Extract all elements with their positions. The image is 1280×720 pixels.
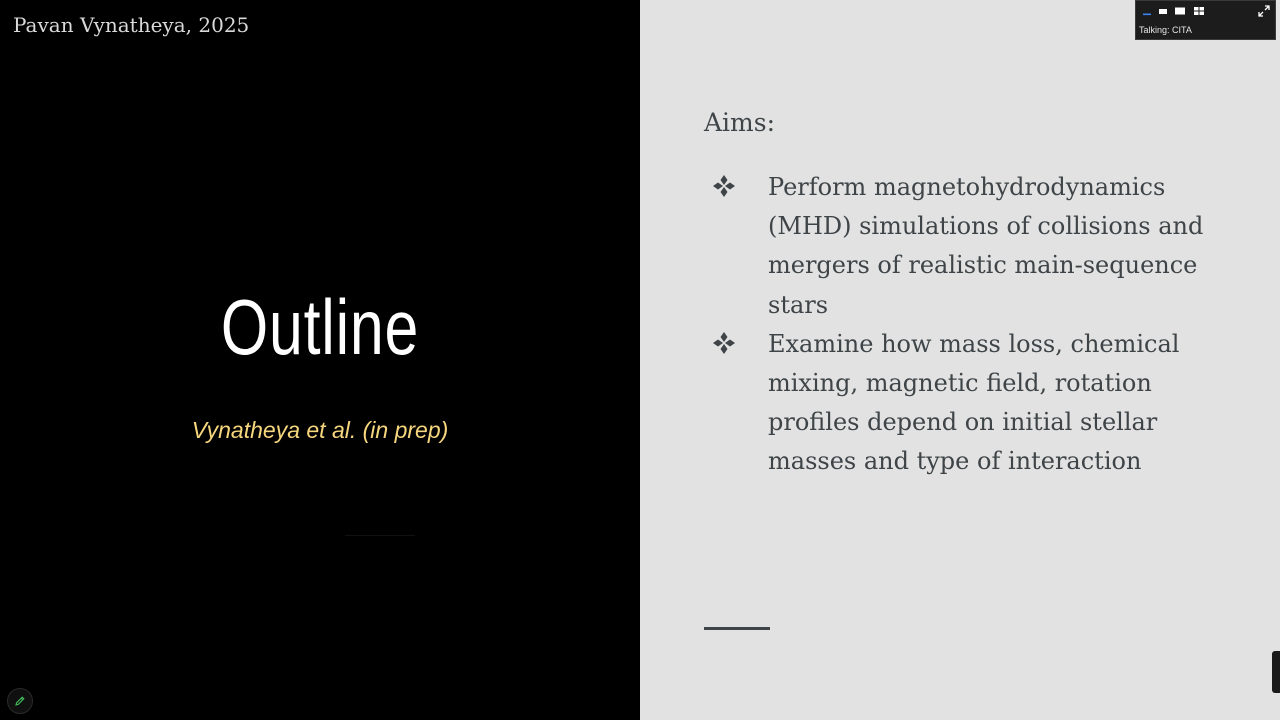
aims-item-line: (MHD) simulations of collisions and: [768, 212, 1204, 241]
small-view-button[interactable]: [1156, 4, 1170, 18]
annotate-button[interactable]: [7, 688, 33, 714]
slide-subtitle: Vynatheya et al. (in prep): [191, 417, 449, 443]
four-diamond-bullet-icon: [712, 331, 736, 355]
aims-list: [704, 168, 1224, 482]
slide-footer-rule: [704, 627, 770, 630]
large-view-button[interactable]: [1172, 4, 1188, 18]
aims-item: [704, 168, 1224, 325]
large-view-icon: [1174, 6, 1186, 16]
aims-item-line: Examine how mass loss, chemical: [768, 329, 1180, 358]
aims-item-line: mergers of realistic main-sequence: [768, 251, 1198, 280]
author-credit: Pavan Vynatheya, 2025: [13, 13, 250, 37]
fullscreen-icon: [1258, 5, 1270, 17]
grid-view-button[interactable]: [1191, 4, 1207, 18]
slide-title: Outline: [220, 283, 420, 371]
minimize-icon: [1142, 6, 1152, 16]
aims-item: [704, 325, 1224, 482]
side-panel-handle[interactable]: [1272, 651, 1280, 693]
divider: [345, 535, 415, 536]
small-view-icon: [1158, 6, 1168, 16]
grid-view-icon: [1193, 6, 1205, 16]
view-controls-overlay: [1135, 0, 1276, 40]
pencil-icon: [14, 695, 26, 707]
aims-item-line: masses and type of interaction: [768, 447, 1142, 476]
minimize-button[interactable]: [1140, 4, 1154, 18]
aims-item-line: profiles depend on initial stellar: [768, 408, 1158, 437]
talking-indicator: Talking: CITA: [1139, 25, 1192, 35]
fullscreen-button[interactable]: [1256, 4, 1272, 18]
aims-heading: Aims:: [704, 108, 776, 137]
four-diamond-bullet-icon: [712, 174, 736, 198]
aims-item-line: mixing, magnetic field, rotation: [768, 369, 1152, 398]
aims-item-line: stars: [768, 290, 829, 319]
aims-item-line: Perform magnetohydrodynamics: [768, 173, 1166, 201]
right-slide-panel: [640, 0, 1280, 720]
